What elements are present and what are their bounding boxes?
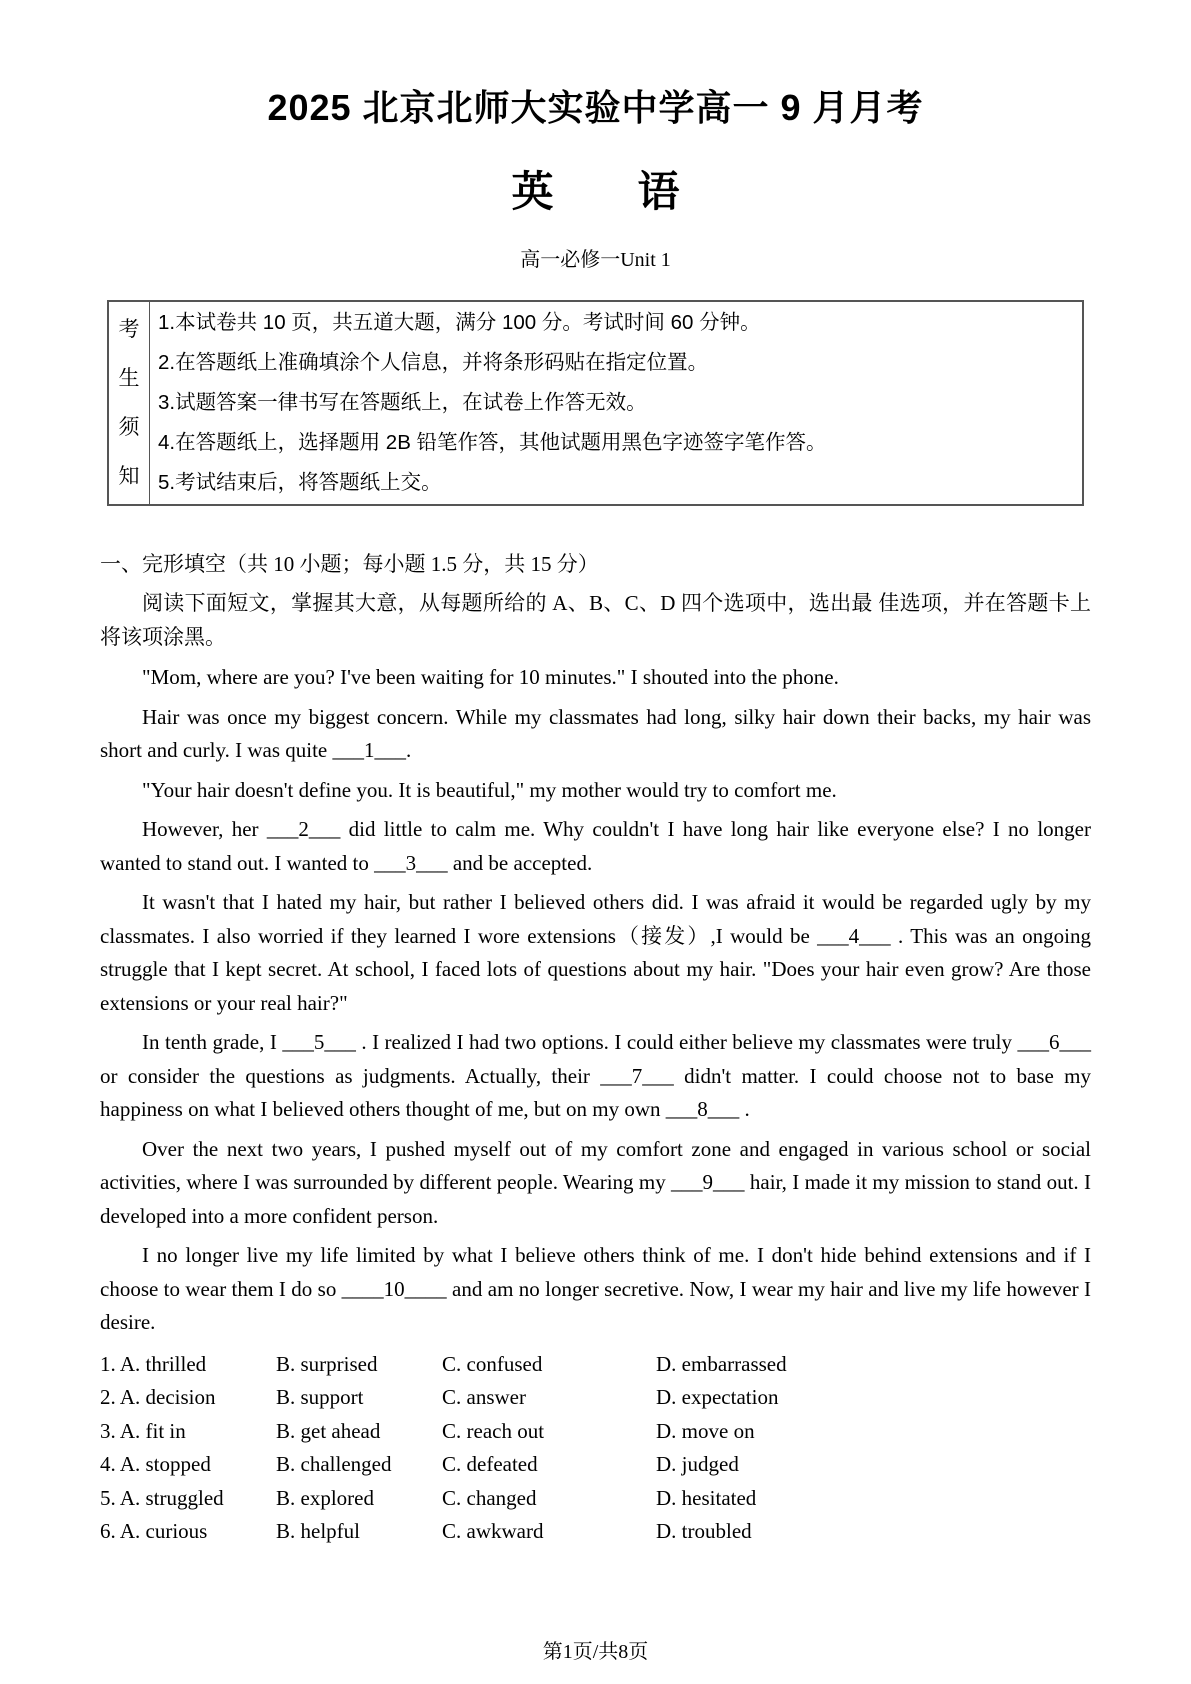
option-choice-d: D. troubled: [656, 1519, 752, 1543]
passage-paragraph: "Mom, where are you? I've been waiting for 10 minutes." I shouted into the phone.: [142, 665, 839, 689]
option-choice-b: B. explored: [276, 1485, 374, 1510]
option-choice-c: C. defeated: [442, 1452, 538, 1476]
passage-paragraph: "Your hair doesn't define you. It is beautiful," my mother would try to comfort me.: [142, 777, 837, 802]
option-choice-a: A. curious: [119, 1519, 208, 1543]
option-choice-c: C. reach out: [442, 1418, 545, 1443]
option-choice-c: C. answer: [442, 1385, 526, 1409]
option-row: [100, 1348, 1091, 1382]
option-row: [100, 1415, 1091, 1449]
option-number: 1.: [100, 1351, 116, 1376]
option-choice-a: A. thrilled: [119, 1351, 207, 1376]
passage-paragraph: I no longer live my life limited by what I believe others think of me. I don't hide behind extensions and if I choose to wear them I do so ____10____ and am no longer secretive. Now, I wear my hair and live my life however I desire.: [100, 1243, 1091, 1334]
passage-paragraph: Hair was once my biggest concern. While my classmates had long, silky hair down their backs, my hair was short and curly. I was quite ___1___.: [100, 704, 1091, 762]
page-number: 第1页/共8页: [542, 1641, 649, 1663]
option-choice-a: A. fit in: [119, 1418, 186, 1443]
option-choice-d: D. expectation: [656, 1385, 779, 1409]
section-heading: 一、完形填空（共 10 小题；每小题 1.5 分，共 15 分）: [100, 552, 599, 576]
notice-item-list: [150, 302, 1082, 504]
passage-paragraph: It wasn't that I hated my hair, but rather I believed others did. I was afraid it would be regarded ugly by my classmates. I also worried if they learned I wore extensions（接发）,I would be ___4___ . This was an ongoing struggle that I kept secret. At school, I faced lots of questions about my hair. "Does your hair even grow? Are those extensions or your real hair?": [100, 890, 1091, 1015]
option-number: 4.: [100, 1452, 116, 1476]
option-row: [100, 1482, 1091, 1516]
option-choice-c: C. awkward: [442, 1519, 544, 1543]
option-choice-b: B. get ahead: [276, 1418, 381, 1443]
option-choice-a: A. decision: [119, 1385, 216, 1409]
notice-box: [107, 300, 1084, 506]
section-instructions: 阅读下面短文，掌握其大意，从每题所给的 A、B、C、D 四个选项中，选出最 佳选项，并在答题卡上将该项涂黑。: [100, 591, 1091, 649]
unit-subtitle: 高一必修一Unit 1: [520, 249, 671, 271]
subject-title: 英 语: [511, 168, 680, 215]
option-row: [100, 1381, 1091, 1415]
option-choice-d: D. hesitated: [656, 1485, 757, 1510]
passage-paragraph: In tenth grade, I ___5___ . I realized I had two options. I could either believe my classmates were truly ___6___ or consider the questions as judgments. Actually, their ___7___ didn't matter. I could choose not to base my happiness on what I believed others thought of me, but on my own ___8___ .: [100, 1030, 1091, 1121]
option-choice-b: B. surprised: [276, 1351, 378, 1376]
notice-item: 5.考试结束后，将答题纸上交。: [158, 471, 442, 494]
notice-item: 3.试题答案一律书写在答题纸上，在试卷上作答无效。: [158, 391, 647, 414]
option-choice-c: C. confused: [442, 1351, 543, 1376]
option-choice-b: B. challenged: [276, 1452, 392, 1476]
option-choice-a: A. struggled: [119, 1485, 224, 1510]
option-choice-c: C. changed: [442, 1485, 537, 1510]
option-choice-b: B. helpful: [276, 1519, 360, 1543]
option-choice-a: A. stopped: [119, 1452, 211, 1476]
option-row: [100, 1515, 1091, 1549]
option-number: 6.: [100, 1519, 116, 1543]
option-number: 2.: [100, 1385, 116, 1409]
notice-item: 4.在答题纸上，选择题用 2B 铅笔作答，其他试题用黑色字迹签字笔作答。: [158, 431, 827, 454]
option-number: 3.: [100, 1418, 116, 1443]
options-list: [100, 1348, 1091, 1549]
passage-paragraph: Over the next two years, I pushed myself out of my comfort zone and engaged in various school or social activities, where I was surrounded by different people. Wearing my ___9___ hair, I made it my mission to stand out. I developed into a more confident person.: [100, 1136, 1091, 1228]
page-title: 2025 北京北师大实验中学高一 9 月月考: [267, 87, 924, 128]
notice-side-char: 须: [118, 415, 140, 439]
notice-side-char: 考: [118, 317, 140, 341]
cloze-passage: [100, 661, 1091, 1340]
option-choice-d: D. embarrassed: [656, 1351, 787, 1376]
option-choice-d: D. judged: [656, 1452, 739, 1476]
notice-side-char: 生: [118, 366, 140, 390]
notice-side-label: [109, 302, 150, 504]
notice-item: 1.本试卷共 10 页，共五道大题，满分 100 分。考试时间 60 分钟。: [158, 311, 761, 334]
notice-side-char: 知: [118, 464, 140, 488]
notice-item: 2.在答题纸上准确填涂个人信息，并将条形码贴在指定位置。: [158, 351, 709, 374]
option-row: [100, 1448, 1091, 1482]
option-choice-d: D. move on: [656, 1418, 755, 1443]
passage-paragraph: However, her ___2___ did little to calm me. Why couldn't I have long hair like everyone else? I no longer wanted to stand out. I wanted to ___3___ and be accepted.: [100, 817, 1091, 875]
option-number: 5.: [100, 1485, 116, 1510]
option-choice-b: B. support: [276, 1385, 364, 1409]
